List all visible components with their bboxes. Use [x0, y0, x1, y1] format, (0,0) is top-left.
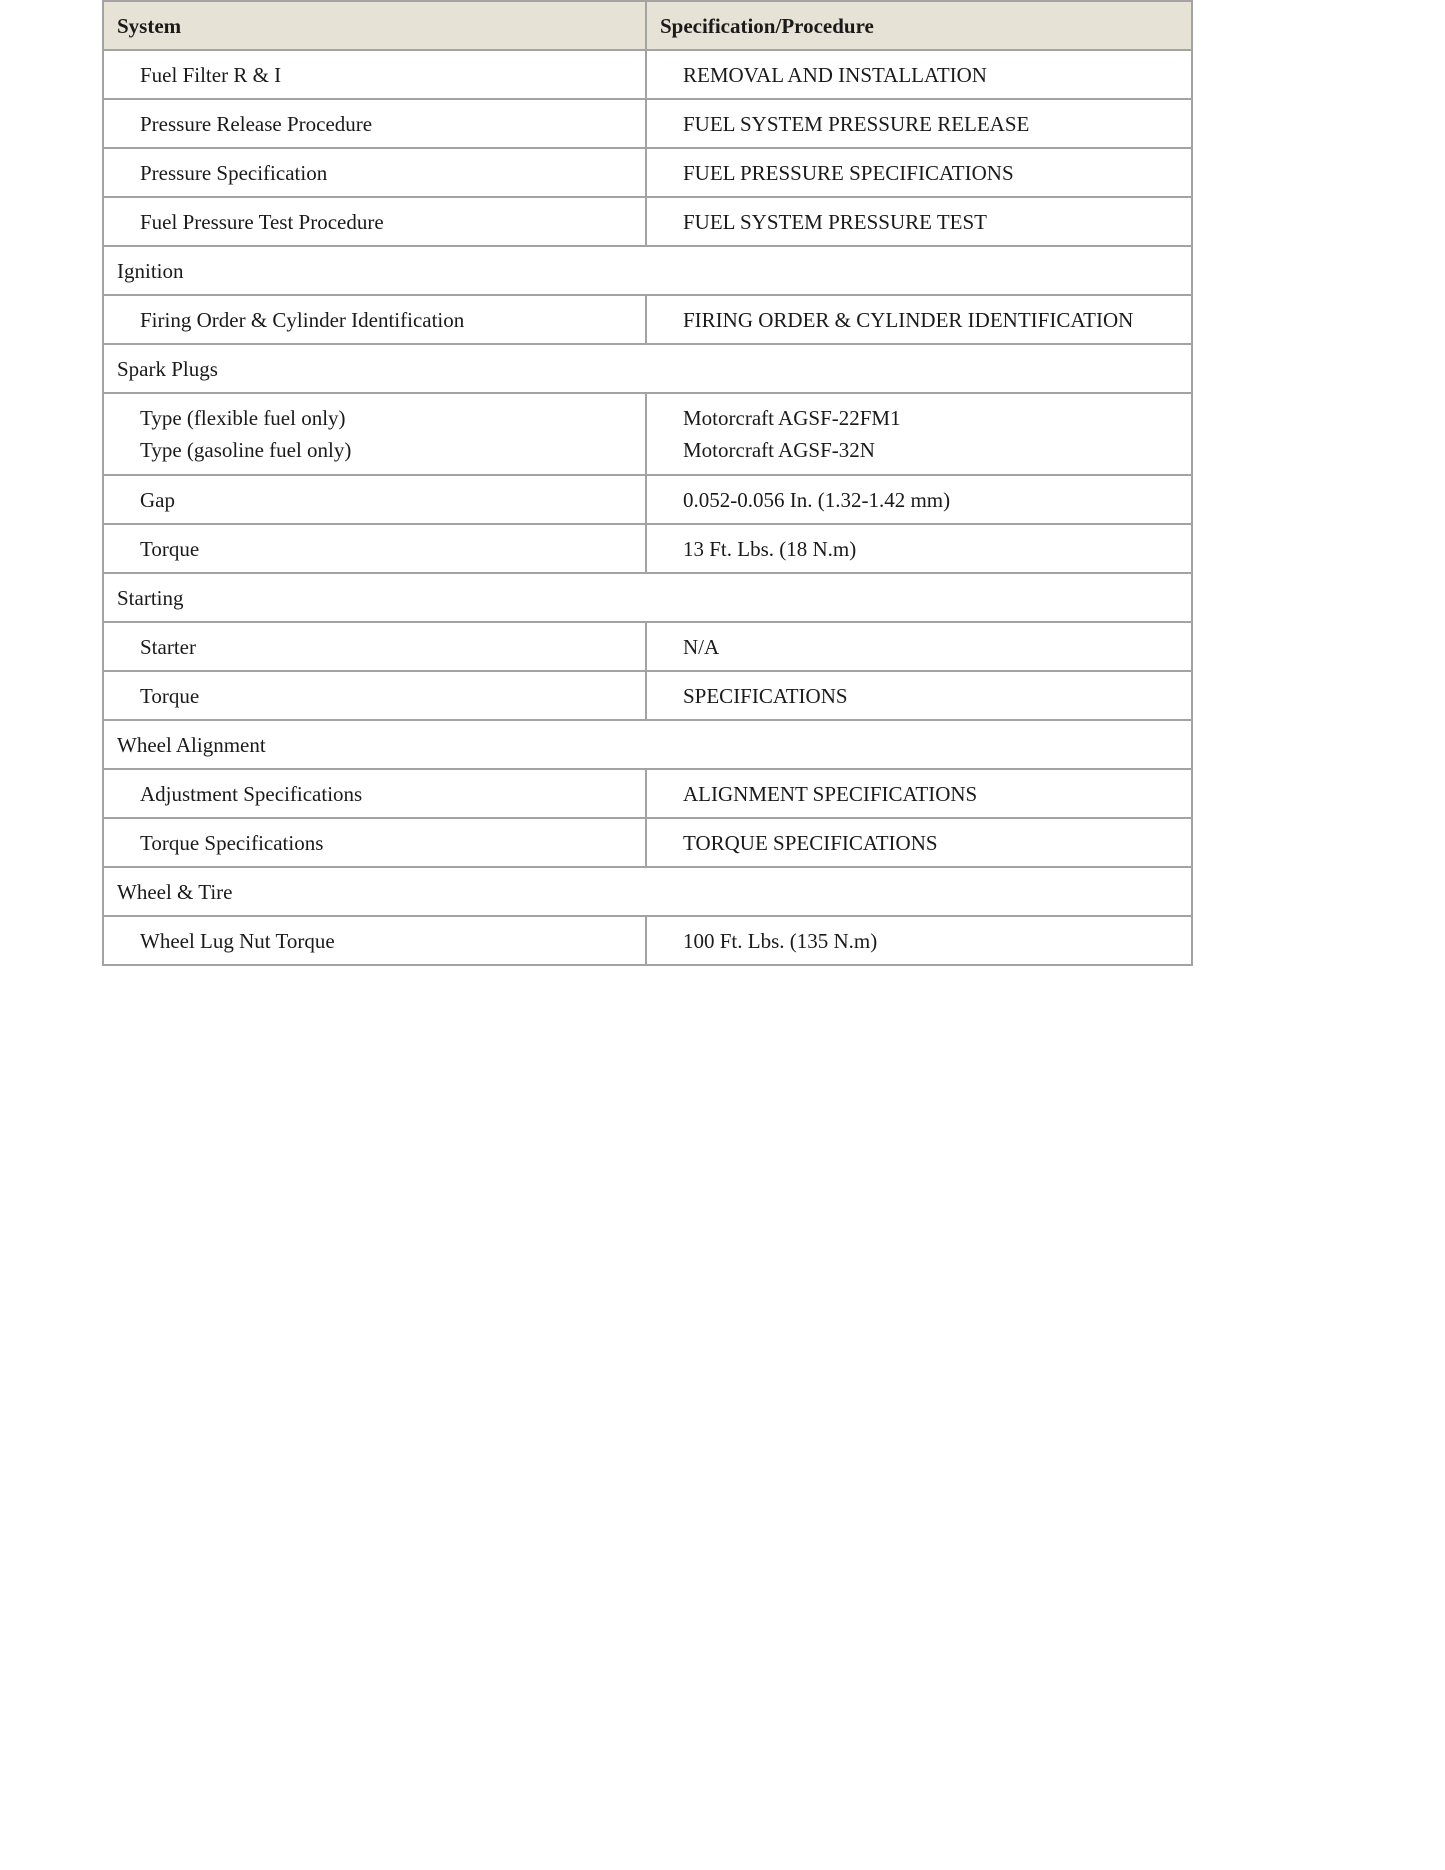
spec-cell: ALIGNMENT SPECIFICATIONS	[646, 769, 1192, 818]
column-header-specification: Specification/Procedure	[646, 1, 1192, 50]
section-row	[103, 720, 1192, 769]
section-heading-ignition: Ignition	[103, 246, 1192, 295]
spec-cell: FUEL SYSTEM PRESSURE RELEASE	[646, 99, 1192, 148]
table-row	[103, 99, 1192, 148]
header-row	[103, 1, 1192, 50]
section-heading-starting: Starting	[103, 573, 1192, 622]
table-row	[103, 818, 1192, 867]
table-row	[103, 475, 1192, 524]
system-cell	[103, 393, 646, 475]
spec-cell: 100 Ft. Lbs. (135 N.m)	[646, 916, 1192, 965]
spec-cell	[646, 393, 1192, 475]
table-row	[103, 671, 1192, 720]
spec-cell: FUEL PRESSURE SPECIFICATIONS	[646, 148, 1192, 197]
system-line: Type (gasoline fuel only)	[140, 438, 352, 462]
spec-cell: REMOVAL AND INSTALLATION	[646, 50, 1192, 99]
system-cell: Adjustment Specifications	[103, 769, 646, 818]
system-cell: Torque Specifications	[103, 818, 646, 867]
section-heading-wheel-tire: Wheel & Tire	[103, 867, 1192, 916]
table-header	[103, 1, 1192, 50]
table-row	[103, 524, 1192, 573]
system-cell: Firing Order & Cylinder Identification	[103, 295, 646, 344]
system-cell: Torque	[103, 524, 646, 573]
system-cell: Fuel Filter R & I	[103, 50, 646, 99]
spec-cell: 0.052-0.056 In. (1.32-1.42 mm)	[646, 475, 1192, 524]
specification-table	[102, 0, 1193, 966]
spec-line: Motorcraft AGSF-22FM1	[683, 406, 901, 430]
section-row	[103, 867, 1192, 916]
table-row	[103, 295, 1192, 344]
spec-cell: N/A	[646, 622, 1192, 671]
spec-cell: 13 Ft. Lbs. (18 N.m)	[646, 524, 1192, 573]
spec-cell: FIRING ORDER & CYLINDER IDENTIFICATION	[646, 295, 1192, 344]
table-row	[103, 197, 1192, 246]
system-cell: Fuel Pressure Test Procedure	[103, 197, 646, 246]
table-row	[103, 393, 1192, 475]
spec-cell: SPECIFICATIONS	[646, 671, 1192, 720]
table-row	[103, 622, 1192, 671]
column-header-system: System	[103, 1, 646, 50]
section-row	[103, 344, 1192, 393]
section-heading-spark-plugs: Spark Plugs	[103, 344, 1192, 393]
system-cell: Wheel Lug Nut Torque	[103, 916, 646, 965]
section-row	[103, 573, 1192, 622]
system-cell: Starter	[103, 622, 646, 671]
spec-cell: FUEL SYSTEM PRESSURE TEST	[646, 197, 1192, 246]
section-row	[103, 246, 1192, 295]
system-cell: Pressure Release Procedure	[103, 99, 646, 148]
section-heading-wheel-alignment: Wheel Alignment	[103, 720, 1192, 769]
spec-line: Motorcraft AGSF-32N	[683, 438, 875, 462]
spec-cell: TORQUE SPECIFICATIONS	[646, 818, 1192, 867]
system-cell: Torque	[103, 671, 646, 720]
table-row	[103, 148, 1192, 197]
table-body	[103, 50, 1192, 965]
system-cell: Pressure Specification	[103, 148, 646, 197]
table-row	[103, 916, 1192, 965]
system-cell: Gap	[103, 475, 646, 524]
table-row	[103, 769, 1192, 818]
system-line: Type (flexible fuel only)	[140, 406, 346, 430]
table-row	[103, 50, 1192, 99]
